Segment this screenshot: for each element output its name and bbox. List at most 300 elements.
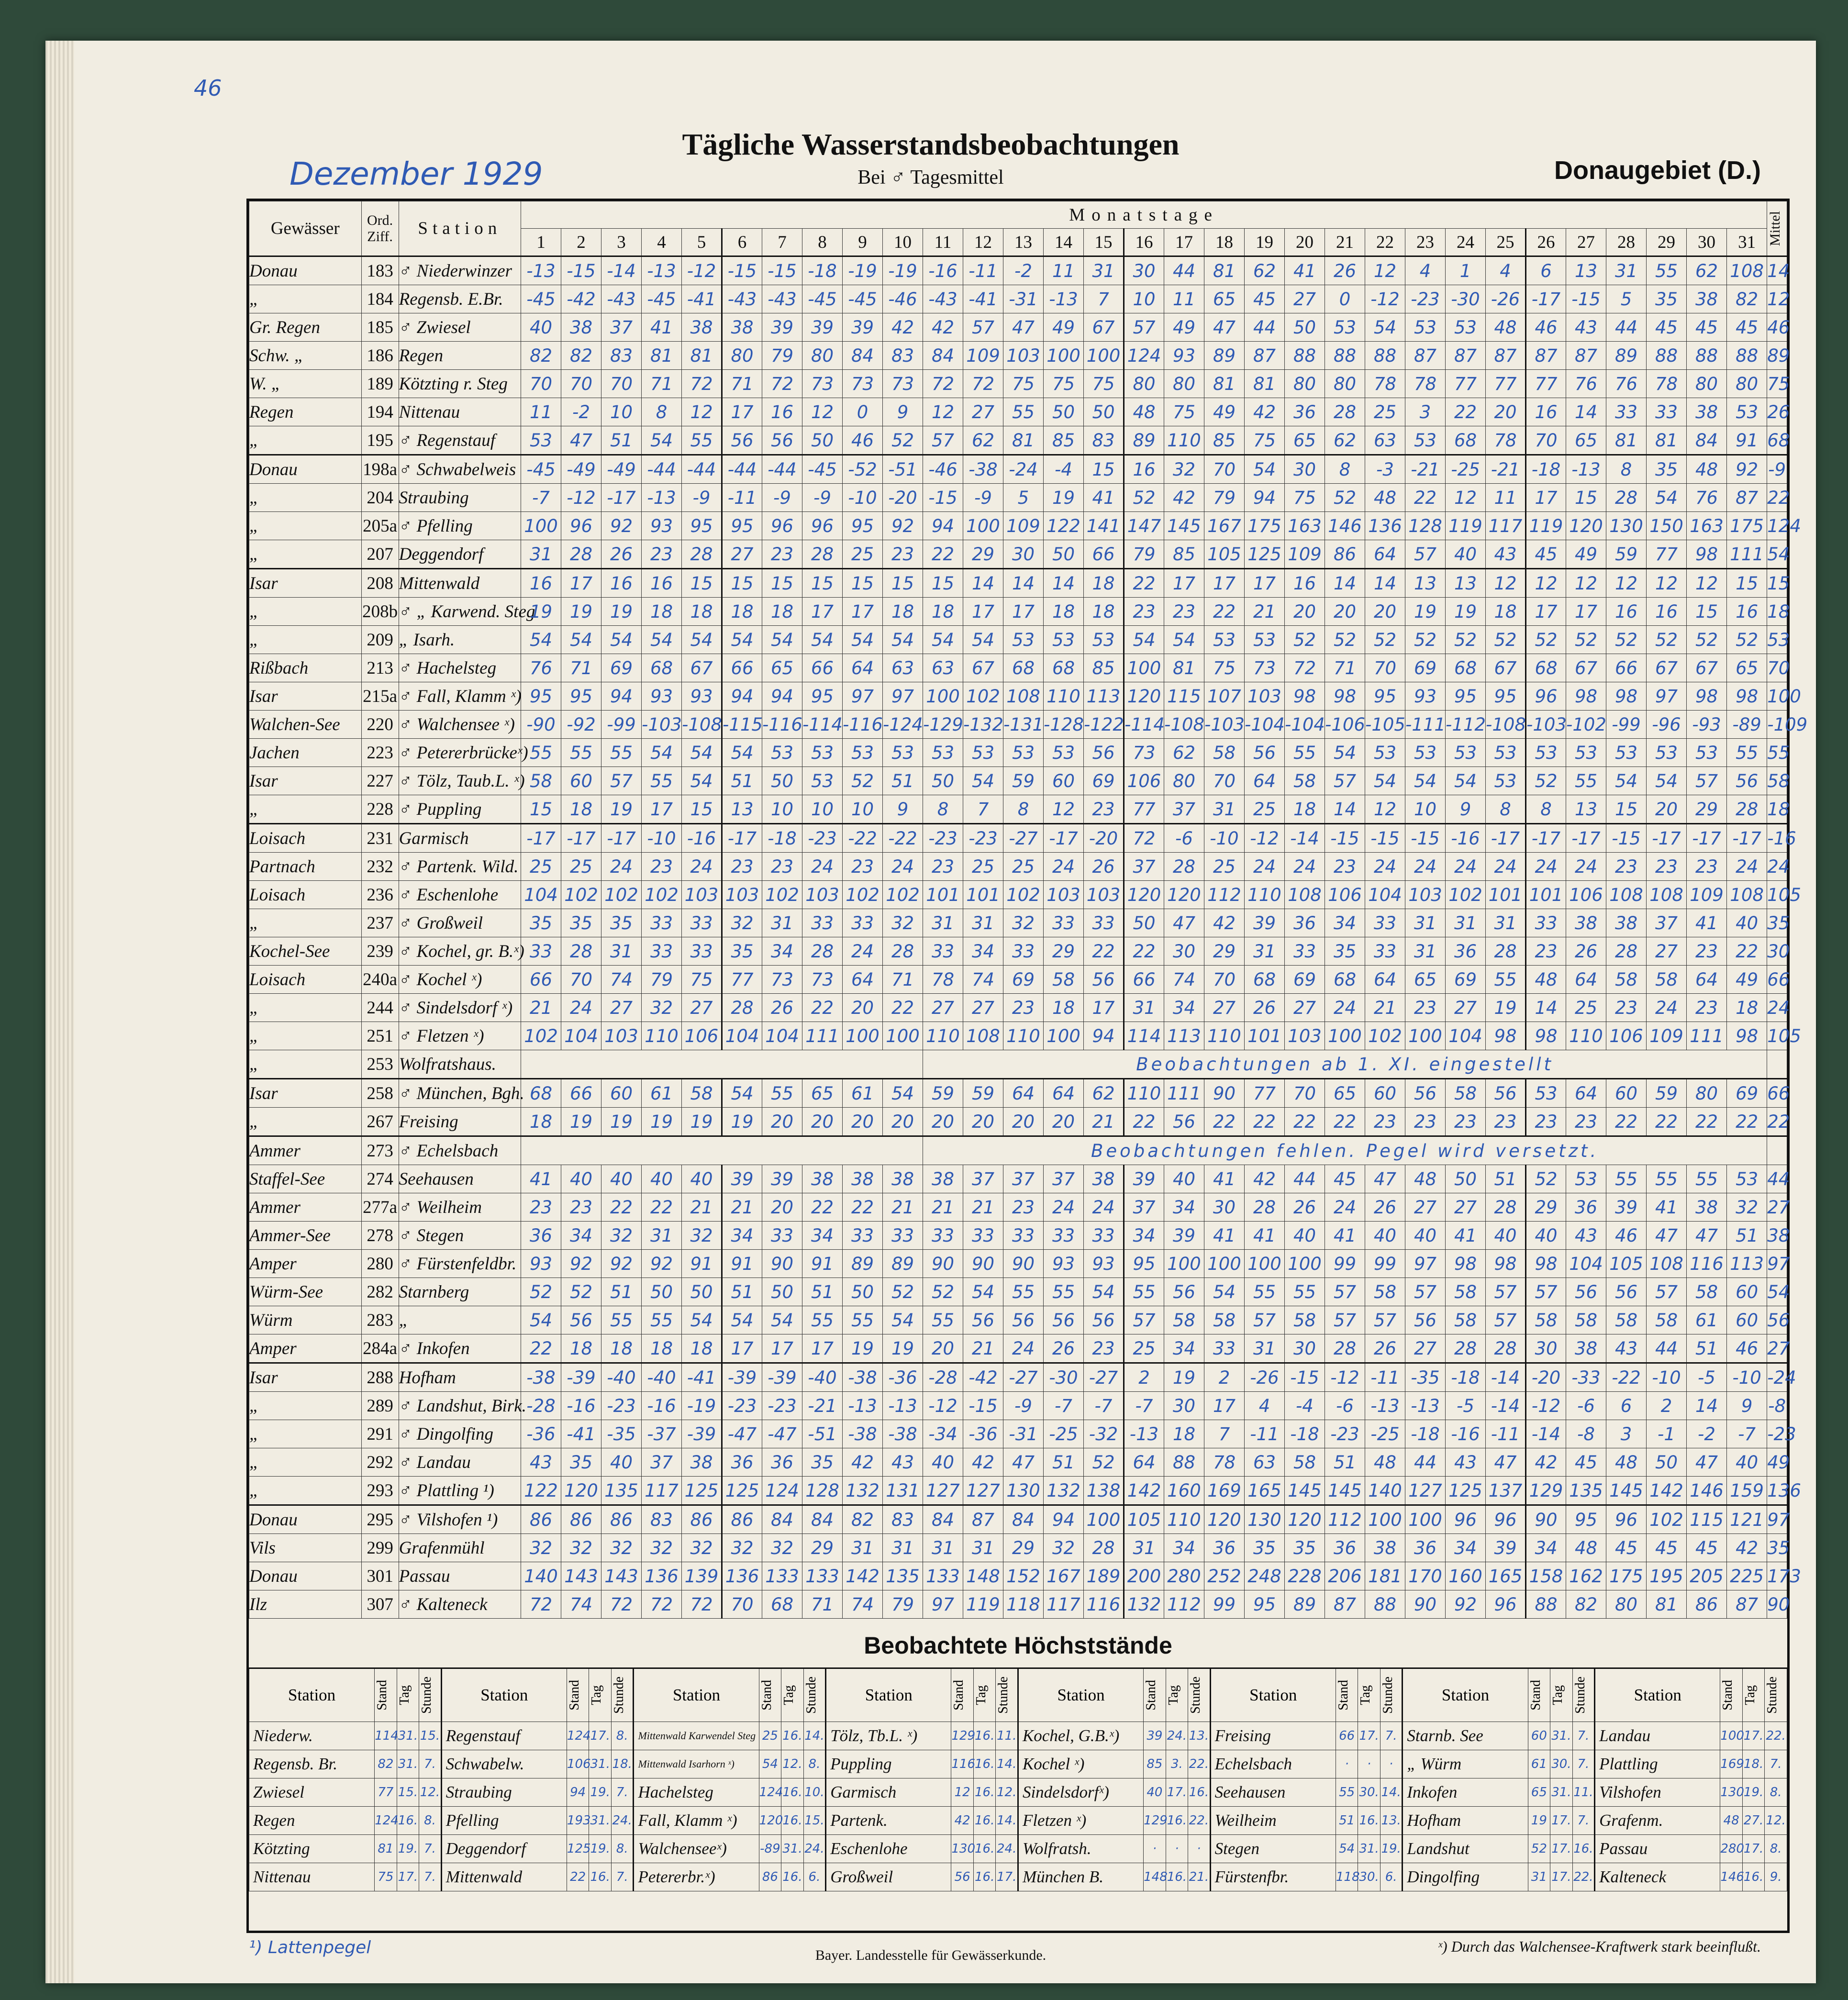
day-value: 33: [1044, 1222, 1084, 1250]
hoechst-value: 77: [375, 1778, 397, 1807]
day-value: 38: [722, 313, 762, 342]
day-value: 94: [722, 682, 762, 711]
day-value: 145: [1285, 1477, 1325, 1505]
day-value: 86: [722, 1505, 762, 1534]
hoechst-header-stand: [759, 1668, 781, 1722]
day-value: 122: [1044, 512, 1084, 540]
day-value: 28: [1727, 795, 1767, 824]
station-cell: Regensb. E.Br.: [399, 285, 521, 313]
day-value: 32: [561, 1534, 601, 1562]
day-value: 43: [1486, 540, 1526, 569]
station-cell: ♂ Regenstauf: [399, 426, 521, 455]
day-value: 87: [1325, 1590, 1365, 1619]
day-value: 55: [601, 1306, 642, 1334]
day-value: 17: [722, 1334, 762, 1363]
day-value: 46: [1526, 313, 1566, 342]
day-value: -38: [963, 455, 1003, 484]
day-value: 36: [1566, 1193, 1606, 1222]
day-value: 67: [1486, 654, 1526, 682]
day-value: 8: [1606, 455, 1647, 484]
day-value: 104: [762, 1022, 802, 1050]
day-value: 115: [1164, 682, 1204, 711]
day-value: 90: [1003, 1250, 1044, 1278]
day-value: 53: [802, 767, 843, 795]
hoechst-header-stunde-label: Stunde: [1765, 1677, 1780, 1714]
day-value: 112: [1325, 1505, 1365, 1534]
station-cell: ♂ Stegen: [399, 1222, 521, 1250]
day-value: 60: [601, 1079, 642, 1108]
day-value: 55: [923, 1306, 963, 1334]
hoechst-header-stunde: [1572, 1668, 1595, 1722]
day-value: 162: [1566, 1562, 1606, 1590]
header-day: 17: [1164, 229, 1204, 256]
day-value: 26: [1285, 1193, 1325, 1222]
ord-cell: 231: [361, 824, 399, 853]
day-value: 169: [1204, 1477, 1245, 1505]
day-value: 79: [642, 966, 682, 994]
header-river: Gewässer: [249, 201, 362, 256]
day-value: 52: [1687, 626, 1727, 654]
day-value: 79: [1124, 540, 1164, 569]
day-value: 73: [843, 370, 883, 398]
day-value: 52: [1566, 626, 1606, 654]
day-value: 100: [1084, 342, 1124, 370]
header-day: 25: [1486, 229, 1526, 256]
day-value: 20: [1647, 795, 1687, 824]
day-value: 93: [1405, 682, 1446, 711]
day-value: 24: [1044, 853, 1084, 881]
day-value: 19: [843, 1334, 883, 1363]
day-value: 6: [1526, 256, 1566, 285]
day-value: 54: [963, 1278, 1003, 1306]
hoechst-station: Landau: [1595, 1722, 1720, 1750]
day-value: -104: [1245, 711, 1285, 739]
day-value: 53: [843, 739, 883, 767]
day-value: -23: [1405, 285, 1446, 313]
day-value: 38: [1566, 1334, 1606, 1363]
day-value: 86: [601, 1505, 642, 1534]
day-value: 205: [1687, 1562, 1727, 1590]
day-value: 100: [1204, 1250, 1245, 1278]
day-value: 58: [521, 767, 561, 795]
day-value: 128: [802, 1477, 843, 1505]
day-value: 225: [1727, 1562, 1767, 1590]
hoechst-value: 7.: [419, 1863, 442, 1891]
day-value: -99: [1606, 711, 1647, 739]
day-value: 131: [883, 1477, 923, 1505]
day-value: 62: [1325, 426, 1365, 455]
day-value: 4: [1405, 256, 1446, 285]
day-value: 101: [923, 881, 963, 909]
station-cell: ♂ Dingolfing: [399, 1420, 521, 1448]
day-value: 75: [1285, 484, 1325, 512]
day-value: -22: [883, 824, 923, 853]
hoechst-value: 106: [567, 1750, 589, 1778]
river-cell: Rißbach: [249, 654, 362, 682]
river-cell: „: [249, 598, 362, 626]
day-value: 64: [1687, 966, 1727, 994]
river-cell: Ammer: [249, 1193, 362, 1222]
header-day: 13: [1003, 229, 1044, 256]
hoechst-station: Freising: [1210, 1722, 1336, 1750]
table-row: [249, 1165, 1787, 1193]
hoechst-value: 40: [1144, 1778, 1166, 1807]
day-value: 42: [883, 313, 923, 342]
day-value: 23: [762, 540, 802, 569]
day-value: -105: [1365, 711, 1405, 739]
hoechst-value: 17.: [397, 1863, 419, 1891]
hoechst-station: Tölz, Tb.L. ˣ): [826, 1722, 951, 1750]
day-value: 72: [682, 1590, 722, 1619]
day-value: 55: [642, 1306, 682, 1334]
day-value: 111: [1164, 1079, 1204, 1108]
day-value: 53: [1003, 739, 1044, 767]
day-value: 30: [1164, 937, 1204, 966]
day-value: 98: [1446, 1250, 1486, 1278]
day-value: 72: [521, 1590, 561, 1619]
footnote-lattenpegel: ¹) Lattenpegel: [249, 1938, 371, 1957]
day-value: 54: [1405, 767, 1446, 795]
hoechst-value: 19.: [1380, 1835, 1403, 1863]
hoechst-value: 16.: [973, 1807, 996, 1835]
day-value: 120: [1164, 881, 1204, 909]
day-value: -22: [843, 824, 883, 853]
day-value: 54: [883, 1079, 923, 1108]
day-value: 28: [802, 540, 843, 569]
day-value: -34: [923, 1420, 963, 1448]
day-value: 23: [1164, 598, 1204, 626]
day-value: 11: [1164, 285, 1204, 313]
day-value: -7: [1727, 1420, 1767, 1448]
day-value: -22: [1606, 1363, 1647, 1392]
day-value: 35: [802, 1448, 843, 1477]
day-value: 81: [1164, 654, 1204, 682]
ord-cell: 232: [361, 853, 399, 881]
table-row: [249, 1136, 1787, 1165]
hoechst-row: [249, 1722, 1787, 1750]
day-value: 58: [1164, 1306, 1204, 1334]
day-value: 66: [1606, 654, 1647, 682]
day-value: -17: [1044, 824, 1084, 853]
day-value: 12: [1526, 569, 1566, 598]
day-value: 32: [1003, 909, 1044, 937]
day-value: -17: [601, 824, 642, 853]
hoechst-header-stand-label: Stand: [951, 1680, 967, 1711]
day-value: 110: [1124, 1079, 1164, 1108]
hoechst-value: 39: [1144, 1722, 1166, 1750]
day-value: 35: [1245, 1534, 1285, 1562]
day-value: 50: [1044, 540, 1084, 569]
day-value: 73: [1124, 739, 1164, 767]
day-value: 19: [561, 598, 601, 626]
day-value: 64: [1124, 1448, 1164, 1477]
hoechst-header-stand: [1144, 1668, 1166, 1722]
day-value: 19: [1405, 598, 1446, 626]
day-value: 53: [1526, 1079, 1566, 1108]
day-value: 54: [682, 739, 722, 767]
day-value: -14: [1285, 824, 1325, 853]
day-value: 55: [1727, 739, 1767, 767]
day-value: 53: [1003, 626, 1044, 654]
day-value: 33: [762, 1222, 802, 1250]
day-value: -15: [1606, 824, 1647, 853]
hoechst-value: 24.: [803, 1835, 826, 1863]
hoechst-value: 52: [1528, 1835, 1550, 1863]
day-value: -45: [521, 455, 561, 484]
day-value: 100: [521, 512, 561, 540]
hoechst-value: 17.: [1358, 1722, 1380, 1750]
day-value: 47: [1486, 1448, 1526, 1477]
day-value: 86: [1325, 540, 1365, 569]
day-value: 31: [1245, 1334, 1285, 1363]
day-value: 83: [1084, 426, 1124, 455]
day-value: 33: [883, 1222, 923, 1250]
day-value: 47: [1687, 1222, 1727, 1250]
hoechst-value: 24.: [1166, 1722, 1188, 1750]
day-value: 148: [963, 1562, 1003, 1590]
day-value: -5: [1687, 1363, 1727, 1392]
mittel-cell: 35: [1767, 1534, 1787, 1562]
day-value: 62: [1084, 1079, 1124, 1108]
header-days: Monatstage: [521, 201, 1767, 229]
day-value: -7: [1044, 1392, 1084, 1420]
day-value: 15: [883, 569, 923, 598]
hoechst-value: 22.: [1188, 1750, 1211, 1778]
day-value: -2: [1003, 256, 1044, 285]
ord-cell: 223: [361, 739, 399, 767]
hoechst-value: 30.: [1358, 1863, 1380, 1891]
day-value: 76: [1687, 484, 1727, 512]
day-value: 67: [682, 654, 722, 682]
day-value: -27: [1003, 824, 1044, 853]
day-value: 22: [1084, 937, 1124, 966]
hoechst-value: 8.: [611, 1835, 634, 1863]
day-value: 81: [682, 342, 722, 370]
hoechst-value: 16.: [973, 1778, 996, 1807]
day-value: 50: [1124, 909, 1164, 937]
day-value: 115: [1687, 1505, 1727, 1534]
day-value: 3: [1606, 1420, 1647, 1448]
header-ord: Ord. Ziff.: [361, 201, 399, 256]
hoechst-value: 14.: [996, 1750, 1018, 1778]
day-value: 110: [1245, 881, 1285, 909]
ord-cell: 184: [361, 285, 399, 313]
day-value: 56: [1084, 739, 1124, 767]
day-value: 8: [1486, 795, 1526, 824]
day-value: 147: [1124, 512, 1164, 540]
day-value: 30: [1285, 1334, 1325, 1363]
river-cell: Würm: [249, 1306, 362, 1334]
hoechst-value: 25: [759, 1722, 781, 1750]
day-value: 24: [1325, 994, 1365, 1022]
day-value: 78: [1365, 370, 1405, 398]
river-cell: „: [249, 1420, 362, 1448]
day-value: 18: [561, 795, 601, 824]
day-value: 67: [1647, 654, 1687, 682]
day-value: 113: [1164, 1022, 1204, 1050]
river-cell: „: [249, 1392, 362, 1420]
day-value: 27: [1446, 994, 1486, 1022]
day-value: 54: [1365, 767, 1405, 795]
day-value: 93: [642, 682, 682, 711]
day-value: 86: [682, 1505, 722, 1534]
day-value: 31: [1446, 909, 1486, 937]
day-value: 12: [923, 398, 963, 426]
day-value: 47: [1204, 313, 1245, 342]
day-value: -23: [1325, 1420, 1365, 1448]
day-value: 24: [1566, 853, 1606, 881]
mittel-cell: 44: [1767, 1165, 1787, 1193]
hoechst-value: ·: [1144, 1835, 1166, 1863]
day-value: 21: [923, 1193, 963, 1222]
day-value: 70: [1526, 426, 1566, 455]
day-value: -45: [843, 285, 883, 313]
day-value: 19: [642, 1108, 682, 1136]
day-value: 86: [1687, 1590, 1727, 1619]
day-value: 14: [1003, 569, 1044, 598]
day-value: 20: [1044, 1108, 1084, 1136]
day-value: 54: [1365, 313, 1405, 342]
day-value: 104: [561, 1022, 601, 1050]
day-value: 29: [1204, 937, 1245, 966]
day-value: -41: [682, 1363, 722, 1392]
day-value: 60: [1365, 1079, 1405, 1108]
day-value: 92: [883, 512, 923, 540]
day-value: 26: [1084, 853, 1124, 881]
mittel-cell: 173: [1767, 1562, 1787, 1590]
day-value: 54: [963, 767, 1003, 795]
day-value: 88: [1647, 342, 1687, 370]
hoechst-value: 56: [951, 1863, 974, 1891]
day-value: 54: [1606, 767, 1647, 795]
day-value: -116: [762, 711, 802, 739]
table-row: [249, 398, 1787, 426]
day-value: 28: [1245, 1193, 1285, 1222]
day-value: 28: [1606, 937, 1647, 966]
day-value: 13: [1566, 795, 1606, 824]
hoechst-value: 7.: [611, 1778, 634, 1807]
day-value: 20: [762, 1108, 802, 1136]
river-cell: „: [249, 1477, 362, 1505]
table-row: [249, 512, 1787, 540]
station-cell: ♂ „ Karwend. Steg: [399, 598, 521, 626]
hoechst-station: Zwiesel: [249, 1778, 375, 1807]
day-value: 175: [1727, 512, 1767, 540]
table-row: [249, 1505, 1787, 1534]
header-day: 2: [561, 229, 601, 256]
hoechst-row: [249, 1835, 1787, 1863]
day-value: 53: [1647, 739, 1687, 767]
day-value: 14: [1325, 795, 1365, 824]
day-value: 68: [1044, 654, 1084, 682]
day-value: 36: [1285, 398, 1325, 426]
day-value: 106: [1124, 767, 1164, 795]
day-value: 13: [1405, 569, 1446, 598]
day-value: 100: [1124, 654, 1164, 682]
day-value: 4: [1245, 1392, 1285, 1420]
day-value: 31: [923, 1534, 963, 1562]
day-value: 66: [561, 1079, 601, 1108]
day-value: 72: [642, 1590, 682, 1619]
day-value: 110: [1164, 426, 1204, 455]
day-value: 53: [1245, 626, 1285, 654]
day-value: 132: [843, 1477, 883, 1505]
day-value: 98: [1526, 1250, 1566, 1278]
day-value: 120: [561, 1477, 601, 1505]
day-value: 100: [1405, 1022, 1446, 1050]
hoechst-value: 17.: [1166, 1778, 1188, 1807]
day-value: 49: [1204, 398, 1245, 426]
hoechst-station: Stegen: [1210, 1835, 1336, 1863]
day-value: 17: [802, 1334, 843, 1363]
day-value: 102: [601, 881, 642, 909]
day-value: -46: [883, 285, 923, 313]
day-value: 30: [1124, 256, 1164, 285]
day-value: 91: [722, 1250, 762, 1278]
day-value: 23: [1687, 994, 1727, 1022]
day-value: 23: [642, 540, 682, 569]
day-value: 11: [521, 398, 561, 426]
day-value: 91: [1727, 426, 1767, 455]
day-value: 110: [1566, 1022, 1606, 1050]
day-value: 99: [1365, 1250, 1405, 1278]
day-value: 19: [1164, 1363, 1204, 1392]
day-value: 12: [1566, 569, 1606, 598]
day-value: 79: [762, 342, 802, 370]
day-value: 33: [1204, 1334, 1245, 1363]
page: [45, 41, 1816, 1983]
day-value: 103: [1245, 682, 1285, 711]
mittel-cell: 124: [1767, 512, 1787, 540]
day-value: 76: [1606, 370, 1647, 398]
day-value: 57: [1647, 1278, 1687, 1306]
station-cell: Passau: [399, 1562, 521, 1590]
ord-cell: 198a: [361, 455, 399, 484]
day-value: 56: [762, 426, 802, 455]
day-value: 14: [1526, 994, 1566, 1022]
day-value: 31: [963, 1534, 1003, 1562]
day-value: 146: [1325, 512, 1365, 540]
day-value: 21: [1365, 994, 1405, 1022]
day-value: 32: [1044, 1534, 1084, 1562]
day-value: 49: [1164, 313, 1204, 342]
day-value: 228: [1285, 1562, 1325, 1590]
hoechst-header-stand: [1720, 1668, 1743, 1722]
day-value: 58: [1606, 1306, 1647, 1334]
hoechst-value: 31.: [1358, 1835, 1380, 1863]
ord-cell: 195: [361, 426, 399, 455]
day-value: 80: [1164, 767, 1204, 795]
day-value: 25: [561, 853, 601, 881]
mittel-cell: -23: [1767, 1420, 1787, 1448]
day-value: 2: [1647, 1392, 1687, 1420]
day-value: 53: [1566, 1165, 1606, 1193]
day-value: 53: [1365, 739, 1405, 767]
day-value: 54: [601, 626, 642, 654]
day-value: 64: [1044, 1079, 1084, 1108]
day-value: 22: [601, 1193, 642, 1222]
table-row: [249, 937, 1787, 966]
day-value: 57: [963, 313, 1003, 342]
day-value: 83: [642, 1505, 682, 1534]
station-cell: ♂ Puppling: [399, 795, 521, 824]
ord-cell: 239: [361, 937, 399, 966]
day-value: 23: [1526, 1108, 1566, 1136]
hoechst-station: Petererbr.ˣ): [634, 1863, 759, 1891]
day-value: 52: [923, 1278, 963, 1306]
day-value: 55: [682, 426, 722, 455]
day-value: 18: [521, 1108, 561, 1136]
